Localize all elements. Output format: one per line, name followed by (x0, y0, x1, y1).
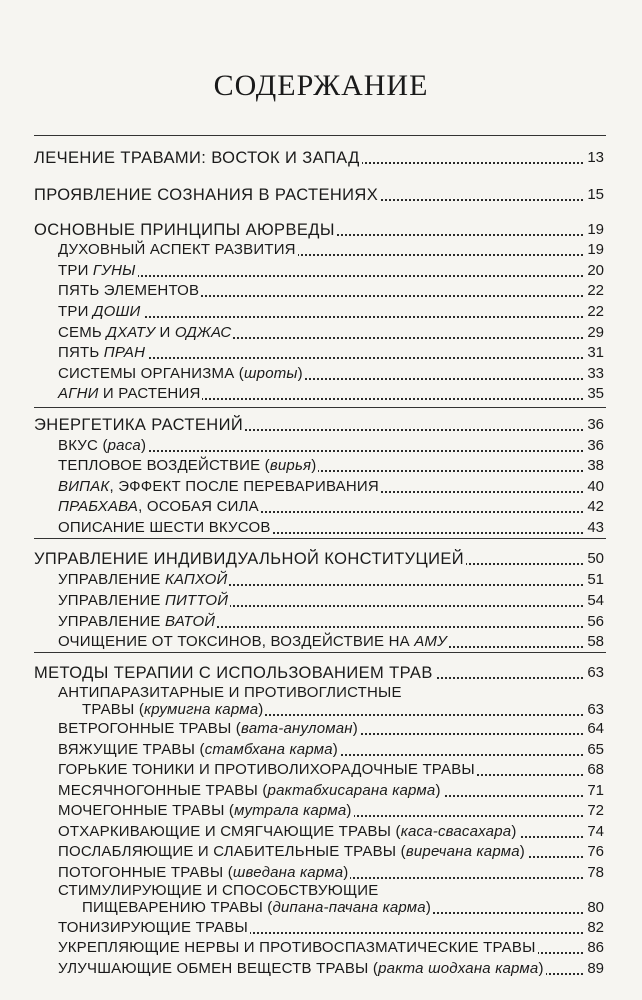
title-part: , ЭФФЕКТ ПОСЛЕ ПЕРЕВАРИВАНИЯ (109, 478, 379, 495)
page-number: 19 (584, 241, 604, 259)
page-number: 36 (584, 437, 604, 455)
title-part: КАПХОЙ (165, 571, 228, 588)
toc-chapter[interactable] (0, 220, 642, 242)
toc-subsection[interactable] (0, 518, 642, 540)
toc-entry-title (58, 241, 298, 259)
title-part: ) (311, 457, 317, 474)
title-part: дипана-пачана карма (272, 899, 426, 916)
page-number: 31 (584, 344, 604, 362)
title-part: ПРОЯВЛЕНИЕ СОЗНАНИЯ В РАСТЕНИЯХ (34, 186, 379, 204)
title-part: ПРАН (103, 344, 146, 361)
title-part: ПОСЛАБЛЯЮЩИЕ И СЛАБИТЕЛЬНЫЕ ТРАВЫ ( (58, 843, 406, 860)
toc-subsection[interactable] (0, 436, 642, 458)
toc-chapter[interactable] (0, 415, 642, 437)
toc-entry-title (58, 843, 527, 861)
toc-entry-title (58, 864, 350, 882)
toc-subsection[interactable] (0, 240, 642, 262)
title-part: ОСНОВНЫЕ ПРИНЦИПЫ АЮРВЕДЫ (34, 221, 335, 239)
toc-entry-title (58, 882, 380, 900)
toc-entry-title (58, 282, 201, 300)
toc-subsection[interactable] (0, 612, 642, 634)
page-number: 29 (584, 324, 604, 342)
toc-subsection[interactable] (0, 591, 642, 613)
title-part: каса-свасахара (400, 823, 512, 840)
toc-entry-title (58, 684, 404, 702)
title-part: МОЧЕГОННЫЕ ТРАВЫ ( (58, 802, 235, 819)
toc-entry-title (82, 701, 265, 719)
toc-subsection[interactable] (0, 842, 642, 864)
toc-subsection[interactable] (0, 570, 642, 592)
section-divider (34, 407, 606, 408)
page-number: 64 (584, 720, 604, 738)
toc-subsection[interactable] (0, 740, 642, 762)
title-part: ) (425, 899, 432, 916)
title-part: шроты (244, 365, 298, 382)
title-part: ракта шодхана карма (378, 960, 539, 977)
title-part: ОТХАРКИВАЮЩИЕ И СМЯГЧАЮЩИЕ ТРАВЫ ( (58, 823, 401, 840)
title-part: ПЯТЬ (58, 344, 104, 361)
page-number: 15 (584, 186, 604, 204)
title-part: ГУНЫ (92, 262, 136, 279)
title-part: рактабхисарана карма (267, 782, 436, 799)
title-part: ДХАТУ (106, 324, 156, 341)
title-part: ТРАВЫ ( (82, 701, 145, 718)
toc-entry-title (58, 633, 449, 651)
title-part: УЛУЧШАЮЩИЕ ОБМЕН ВЕЩЕСТВ ТРАВЫ ( (58, 960, 379, 977)
toc-subsection[interactable] (0, 497, 642, 519)
toc-entry-title (58, 519, 273, 537)
toc-entry-title (34, 416, 245, 434)
page-number: 80 (584, 899, 604, 917)
title-part: ПРАБХАВА (58, 498, 139, 515)
page-number: 33 (584, 365, 604, 383)
page-number: 65 (584, 741, 604, 759)
page-number: 89 (584, 960, 604, 978)
title-part: ) (519, 843, 525, 860)
page-number: 22 (584, 282, 604, 300)
title-part: ОЧИЩЕНИЕ ОТ ТОКСИНОВ, ВОЗДЕЙСТВИЕ НА (58, 633, 415, 650)
title-part: вирья (269, 457, 312, 474)
page-number: 13 (584, 149, 604, 167)
toc-subsection[interactable] (0, 760, 642, 782)
title-part: УПРАВЛЕНИЕ (58, 613, 165, 630)
title-part: УПРАВЛЕНИЕ ИНДИВИДУАЛЬНОЙ КОНСТИТУЦИЕЙ (34, 550, 465, 568)
title-part: виречана карма (405, 843, 520, 860)
toc-subsection[interactable] (0, 959, 642, 981)
title-part: ) (140, 437, 147, 454)
title-part: ПЯТЬ ЭЛЕМЕНТОВ (58, 282, 200, 299)
page-number: 19 (584, 221, 604, 239)
title-part: ТРИ (58, 303, 93, 320)
toc-subsection[interactable] (0, 261, 642, 283)
toc-subsection[interactable] (0, 719, 642, 741)
page-number: 68 (584, 761, 604, 779)
toc-entry-title (58, 720, 360, 738)
title-part: СТИМУЛИРУЮЩИЕ И СПОСОБСТВУЮЩИЕ (58, 882, 379, 899)
title-part: ВКУС ( (58, 437, 108, 454)
section-divider (34, 135, 606, 136)
title-part: мутрала карма (234, 802, 347, 819)
toc-entry-title (58, 939, 538, 957)
page-number: 63 (584, 701, 604, 719)
title-part: раса (107, 437, 141, 454)
title-part: АНТИПАРАЗИТАРНЫЕ И ПРОТИВОГЛИСТНЫЕ (58, 684, 402, 701)
title-part: ВАТОЙ (165, 613, 216, 630)
toc-entry-title (34, 149, 362, 167)
title-part: ) (538, 960, 544, 977)
toc-entry-title (82, 899, 433, 917)
toc-entry-title (58, 385, 202, 403)
toc-entry-title (58, 960, 546, 978)
title-part: АГНИ (58, 385, 99, 402)
page-number: 78 (584, 864, 604, 882)
title-part: ВЯЖУЩИЕ ТРАВЫ ( (58, 741, 205, 758)
toc-subsection[interactable] (0, 281, 642, 303)
toc-entry-title (58, 498, 261, 516)
title-part: ) (258, 701, 264, 718)
page-number: 63 (584, 664, 604, 682)
toc-entry-title (58, 365, 305, 383)
title-part: ДОШИ (92, 303, 141, 320)
toc-subsection[interactable] (0, 323, 642, 345)
title-part: МЕСЯЧНОГОННЫЕ ТРАВЫ ( (58, 782, 268, 799)
toc-entry-title (58, 303, 143, 321)
title-part: ПИЩЕВАРЕНИЮ ТРАВЫ ( (82, 899, 273, 916)
title-part: И (155, 324, 175, 341)
page-number: 58 (584, 633, 604, 651)
title-part: ОДЖАС (174, 324, 232, 341)
toc-subsection[interactable] (0, 632, 642, 654)
toc-entry-title (58, 802, 354, 820)
page-number: 86 (584, 939, 604, 957)
toc-entry-title (58, 741, 340, 759)
title-part: СЕМЬ (58, 324, 107, 341)
toc-subsection[interactable] (0, 456, 642, 478)
toc-entry-title (58, 478, 381, 496)
toc-entry-title (58, 571, 229, 589)
page-number: 82 (584, 919, 604, 937)
toc-entry-title (58, 592, 230, 610)
title-part: стамбхана карма (204, 741, 333, 758)
toc-chapter[interactable] (0, 549, 642, 571)
toc-entry-title (58, 823, 519, 841)
page-number: 74 (584, 823, 604, 841)
toc-chapter[interactable] (0, 663, 642, 685)
title-part: ГОРЬКИЕ ТОНИКИ И ПРОТИВОЛИХОРАДОЧНЫЕ ТРАВЫ (58, 761, 475, 778)
page-number: 22 (584, 303, 604, 321)
toc-subsection[interactable] (0, 822, 642, 844)
page-number: 71 (584, 782, 604, 800)
title-part: ) (343, 864, 349, 881)
title-part: ) (346, 802, 352, 819)
toc-subsection[interactable] (0, 477, 642, 499)
toc-subsection[interactable] (0, 898, 642, 920)
toc-entry-title (58, 324, 233, 342)
page-number: 42 (584, 498, 604, 516)
title-part: ТОНИЗИРУЮЩИЕ ТРАВЫ (58, 919, 249, 936)
title-part: СИСТЕМЫ ОРГАНИЗМА ( (58, 365, 244, 382)
toc-chapter[interactable] (0, 185, 642, 207)
toc-subsection[interactable] (0, 343, 642, 365)
title-part: шведана карма (232, 864, 344, 881)
title-part: ) (297, 365, 303, 382)
page-number: 51 (584, 571, 604, 589)
toc-entry-title (58, 919, 250, 937)
toc-subsection[interactable] (0, 801, 642, 823)
title-part: АМУ (414, 633, 447, 650)
page-number: 36 (584, 416, 604, 434)
toc-entry-title (34, 186, 380, 204)
page-number: 50 (584, 550, 604, 568)
title-part: вата-ануломан (241, 720, 353, 737)
title-part: УПРАВЛЕНИЕ (58, 592, 165, 609)
page-number: 54 (584, 592, 604, 610)
title-part: крумигна карма (144, 701, 259, 718)
title-part: МЕТОДЫ ТЕРАПИИ С ИСПОЛЬЗОВАНИЕМ ТРАВ (34, 664, 433, 682)
page-number: 76 (584, 843, 604, 861)
toc-entry-title (34, 664, 435, 682)
page-number: 35 (584, 385, 604, 403)
toc-entry-title (58, 262, 138, 280)
title-part: ДУХОВНЫЙ АСПЕКТ РАЗВИТИЯ (58, 241, 296, 258)
toc-entry-title (58, 761, 477, 779)
title-part: ТРИ (58, 262, 93, 279)
title-part: ТЕПЛОВОЕ ВОЗДЕЙСТВИЕ ( (58, 457, 270, 474)
page-number: 38 (584, 457, 604, 475)
title-part: ) (332, 741, 338, 758)
title-part: ОПИСАНИЕ ШЕСТИ ВКУСОВ (58, 519, 271, 536)
title-part: ПИТТОЙ (165, 592, 229, 609)
title-part: , ОСОБАЯ СИЛА (138, 498, 259, 515)
toc-subsection[interactable] (0, 364, 642, 386)
title-part: ВИПАК (58, 478, 110, 495)
title-part: ) (435, 782, 441, 799)
toc-chapter[interactable] (0, 148, 642, 170)
toc-entry-title (34, 550, 466, 568)
title-part: ) (352, 720, 358, 737)
toc-subsection[interactable] (0, 384, 642, 406)
toc-subsection[interactable] (0, 781, 642, 803)
toc-entry-title (34, 221, 337, 239)
title-part: ПОТОГОННЫЕ ТРАВЫ ( (58, 864, 233, 881)
page-number: 40 (584, 478, 604, 496)
toc-subsection[interactable] (0, 938, 642, 960)
toc-subsection[interactable] (0, 302, 642, 324)
page-number: 56 (584, 613, 604, 631)
title-part: УКРЕПЛЯЮЩИЕ НЕРВЫ И ПРОТИВОСПАЗМАТИЧЕСКИЕ ТРАВЫ (58, 939, 536, 956)
page-title: СОДЕРЖАНИЕ (213, 69, 429, 102)
title-part: УПРАВЛЕНИЕ (58, 571, 165, 588)
toc-entry-title (58, 437, 148, 455)
title-part: ЭНЕРГЕТИКА РАСТЕНИЙ (34, 416, 244, 434)
title-part: ВЕТРОГОННЫЕ ТРАВЫ ( (58, 720, 241, 737)
toc-entry-title (58, 344, 147, 362)
page-number: 72 (584, 802, 604, 820)
toc-entry-title (58, 457, 318, 475)
page-number: 20 (584, 262, 604, 280)
toc-entry-title (58, 613, 217, 631)
toc-subsection[interactable] (0, 918, 642, 940)
page-number: 43 (584, 519, 604, 537)
title-part: ЛЕЧЕНИЕ ТРАВАМИ: ВОСТОК И ЗАПАД (34, 149, 360, 167)
title-part: ) (511, 823, 517, 840)
title-part: И РАСТЕНИЯ (98, 385, 201, 402)
toc-entry-title (58, 782, 443, 800)
